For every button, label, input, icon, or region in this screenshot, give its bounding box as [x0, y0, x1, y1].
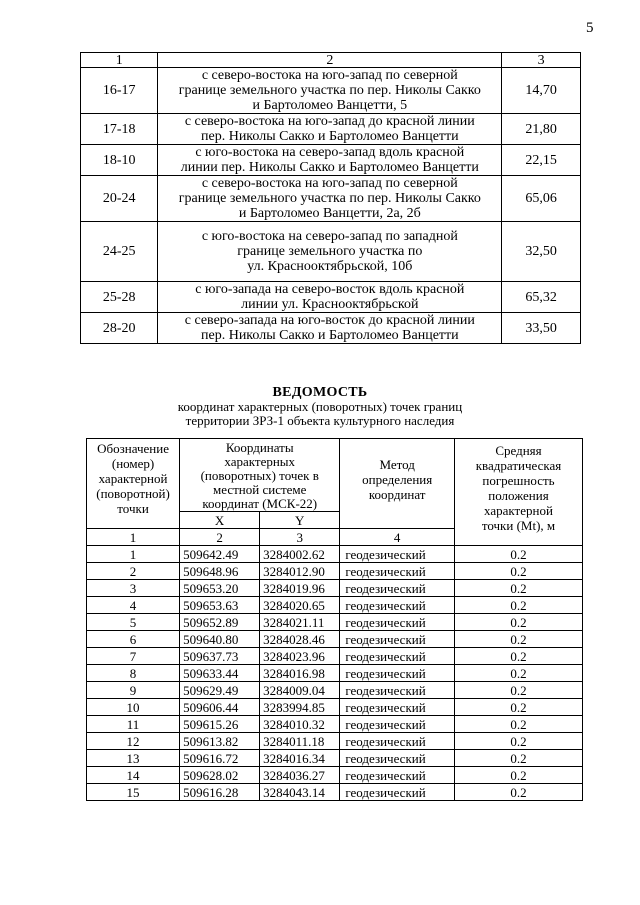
table-row — [87, 784, 583, 801]
method-cell: геодезический — [340, 767, 455, 784]
mean-error-cell: 0.2 — [454, 563, 582, 580]
description-line: с юго-востока на северо-запад вдоль красной — [195, 145, 465, 160]
mean-error-cell: 0.2 — [454, 614, 582, 631]
x-coordinate-cell: 509640.80 — [180, 631, 260, 648]
x-coordinate-cell: 509648.96 — [180, 563, 260, 580]
length-cell: 65,32 — [502, 282, 581, 313]
point-number-cell: 3 — [87, 580, 180, 597]
table-row — [87, 767, 583, 784]
header-text: положения — [488, 488, 549, 503]
header-text: точки — [117, 501, 149, 516]
y-coordinate-cell: 3284011.18 — [260, 733, 340, 750]
statement-subtitle-line-1: координат характерных (поворотных) точек границ — [177, 399, 463, 414]
point-number-cell: 7 — [87, 648, 180, 665]
mean-error-cell: 0.2 — [454, 750, 582, 767]
table-row — [87, 631, 583, 648]
table-row — [81, 176, 581, 222]
header-text: координат (МСК-22) — [202, 496, 318, 511]
column-number-2: 2 — [180, 529, 260, 546]
column-number-3: 3 — [502, 53, 581, 68]
point-number-cell: 8 — [87, 665, 180, 682]
method-cell: геодезический — [340, 682, 455, 699]
y-coordinate-cell: 3284028.46 — [260, 631, 340, 648]
header-coordinates — [180, 439, 340, 512]
header-text: (поворотных) точек в — [200, 468, 319, 483]
point-number-cell: 10 — [87, 699, 180, 716]
mean-error-cell: 0.2 — [454, 767, 582, 784]
table-row — [87, 597, 583, 614]
description-line: с юго-запада на северо-восток вдоль красной — [195, 282, 465, 297]
mean-error-cell: 0.2 — [454, 580, 582, 597]
mean-error-cell: 0.2 — [454, 631, 582, 648]
description-line: линии пер. Николы Сакко и Бартоломео Ванцетти — [180, 160, 479, 175]
table-row — [81, 313, 581, 344]
header-method — [340, 439, 455, 529]
segment-cell: 18-10 — [81, 145, 158, 176]
header-x: X — [180, 512, 260, 529]
description-cell — [158, 282, 502, 313]
description-line: границе земельного участка по пер. Николы Сакко — [178, 191, 481, 206]
description-line: с северо-востока на юго-запад по северной — [201, 176, 458, 191]
description-line: пер. Николы Сакко и Бартоломео Ванцетти — [201, 129, 459, 144]
method-cell: геодезический — [340, 699, 455, 716]
segment-cell: 28-20 — [81, 313, 158, 344]
length-cell: 32,50 — [502, 222, 581, 282]
method-cell: геодезический — [340, 784, 455, 801]
description-cell — [158, 145, 502, 176]
x-coordinate-cell: 509653.20 — [180, 580, 260, 597]
statement-subtitle-line-2: территории ЗРЗ-1 объекта культурного наследия — [185, 413, 455, 428]
column-number-1: 1 — [81, 53, 158, 68]
y-coordinate-cell: 3284019.96 — [260, 580, 340, 597]
table-row — [87, 750, 583, 767]
column-number-4: 4 — [340, 529, 455, 546]
x-coordinate-cell: 509616.72 — [180, 750, 260, 767]
x-coordinate-cell: 509606.44 — [180, 699, 260, 716]
header-text: характерных — [224, 454, 296, 469]
header-text: характерной — [98, 471, 168, 486]
y-coordinate-cell: 3284012.90 — [260, 563, 340, 580]
x-coordinate-cell: 509637.73 — [180, 648, 260, 665]
header-text: точки (Mt), м — [481, 518, 556, 533]
length-cell: 33,50 — [502, 313, 581, 344]
header-text: Метод — [379, 457, 415, 472]
header-text: Координаты — [225, 440, 294, 455]
y-coordinate-cell: 3284016.34 — [260, 750, 340, 767]
mean-error-cell: 0.2 — [454, 699, 582, 716]
point-number-cell: 14 — [87, 767, 180, 784]
table-row — [87, 580, 583, 597]
method-cell: геодезический — [340, 733, 455, 750]
description-cell — [158, 114, 502, 145]
description-line: с северо-востока на юго-запад по северной — [201, 68, 458, 83]
header-point-designation — [87, 439, 180, 529]
point-number-cell: 4 — [87, 597, 180, 614]
y-coordinate-cell: 3284002.62 — [260, 546, 340, 563]
table-row — [87, 546, 583, 563]
header-text: (поворотной) — [96, 486, 170, 501]
table-row — [87, 682, 583, 699]
method-cell: геодезический — [340, 614, 455, 631]
table-row — [81, 68, 581, 114]
method-cell: геодезический — [340, 563, 455, 580]
point-number-cell: 9 — [87, 682, 180, 699]
column-number-3: 3 — [260, 529, 340, 546]
description-line: линии ул. Краснооктябрьской — [241, 297, 419, 312]
table-row — [87, 563, 583, 580]
mean-error-cell: 0.2 — [454, 784, 582, 801]
table-row — [81, 114, 581, 145]
description-line: границе земельного участка по — [237, 244, 423, 259]
table-row — [87, 733, 583, 750]
segment-cell: 17-18 — [81, 114, 158, 145]
table-row — [87, 648, 583, 665]
point-number-cell: 15 — [87, 784, 180, 801]
x-coordinate-cell: 509615.26 — [180, 716, 260, 733]
description-line: с северо-востока на юго-запад до красной линии — [184, 114, 475, 129]
description-line: и Бартоломео Ванцетти, 5 — [252, 98, 408, 113]
description-cell — [158, 176, 502, 222]
description-line: и Бартоломео Ванцетти, 2а, 2б — [238, 206, 421, 221]
description-cell — [158, 222, 502, 282]
x-coordinate-cell: 509653.63 — [180, 597, 260, 614]
table-row — [87, 665, 583, 682]
description-cell — [158, 68, 502, 114]
mean-error-cell: 0.2 — [454, 665, 582, 682]
x-coordinate-cell: 509628.02 — [180, 767, 260, 784]
y-coordinate-cell: 3284010.32 — [260, 716, 340, 733]
method-cell: геодезический — [340, 716, 455, 733]
header-text: квадратическая — [475, 458, 562, 473]
point-number-cell: 12 — [87, 733, 180, 750]
description-line: границе земельного участка по пер. Николы Сакко — [178, 83, 481, 98]
segment-cell: 25-28 — [81, 282, 158, 313]
method-cell: геодезический — [340, 597, 455, 614]
y-coordinate-cell: 3284043.14 — [260, 784, 340, 801]
header-text: погрешность — [482, 473, 555, 488]
x-coordinate-cell: 509652.89 — [180, 614, 260, 631]
column-number-2: 2 — [158, 53, 502, 68]
x-coordinate-cell: 509633.44 — [180, 665, 260, 682]
description-line: с северо-запада на юго-восток до красной линии — [184, 313, 475, 328]
segment-cell: 16-17 — [81, 68, 158, 114]
y-coordinate-cell: 3284021.11 — [260, 614, 340, 631]
mean-error-cell: 0.2 — [454, 648, 582, 665]
length-cell: 65,06 — [502, 176, 581, 222]
y-coordinate-cell: 3284009.04 — [260, 682, 340, 699]
description-line: пер. Николы Сакко и Бартоломео Ванцетти — [201, 328, 459, 343]
y-coordinate-cell: 3284020.65 — [260, 597, 340, 614]
header-text: Обозначение — [97, 441, 169, 456]
length-cell: 22,15 — [502, 145, 581, 176]
point-number-cell: 1 — [87, 546, 180, 563]
statement-title: ВЕДОМОСТЬ — [272, 385, 368, 400]
method-cell: геодезический — [340, 580, 455, 597]
method-cell: геодезический — [340, 631, 455, 648]
y-coordinate-cell: 3284036.27 — [260, 767, 340, 784]
length-cell: 14,70 — [502, 68, 581, 114]
mean-error-cell: 0.2 — [454, 682, 582, 699]
x-coordinate-cell: 509616.28 — [180, 784, 260, 801]
header-text: координат — [368, 487, 426, 502]
page-number: 5 — [586, 20, 594, 36]
mean-error-cell: 0.2 — [454, 597, 582, 614]
y-coordinate-cell: 3283994.85 — [260, 699, 340, 716]
table-row — [81, 222, 581, 282]
length-cell: 21,80 — [502, 114, 581, 145]
point-number-cell: 2 — [87, 563, 180, 580]
table-row — [81, 282, 581, 313]
coords-header-row-1 — [87, 439, 583, 512]
header-text: определения — [362, 472, 433, 487]
x-coordinate-cell: 509613.82 — [180, 733, 260, 750]
header-text: местной системе — [213, 482, 307, 497]
table-row — [81, 145, 581, 176]
point-number-cell: 6 — [87, 631, 180, 648]
method-cell: геодезический — [340, 648, 455, 665]
table-row — [87, 699, 583, 716]
boundary-description-table — [80, 52, 581, 344]
table-row — [87, 716, 583, 733]
y-coordinate-cell: 3284016.98 — [260, 665, 340, 682]
point-number-cell: 13 — [87, 750, 180, 767]
coordinates-table — [86, 438, 583, 801]
header-text: Средняя — [495, 443, 542, 458]
point-number-cell: 5 — [87, 614, 180, 631]
mean-error-cell: 0.2 — [454, 546, 582, 563]
description-line: с юго-востока на северо-запад по западной — [201, 229, 458, 244]
method-cell: геодезический — [340, 665, 455, 682]
column-number-1: 1 — [87, 529, 180, 546]
x-coordinate-cell: 509629.49 — [180, 682, 260, 699]
mean-error-cell: 0.2 — [454, 733, 582, 750]
table-row — [87, 614, 583, 631]
method-cell: геодезический — [340, 546, 455, 563]
method-cell: геодезический — [340, 750, 455, 767]
x-coordinate-cell: 509642.49 — [180, 546, 260, 563]
point-number-cell: 11 — [87, 716, 180, 733]
description-cell — [158, 313, 502, 344]
description-line: ул. Краснооктябрьской, 10б — [247, 259, 413, 274]
mean-error-cell: 0.2 — [454, 716, 582, 733]
table-header-row — [81, 53, 581, 68]
header-y: Y — [260, 512, 340, 529]
header-text: (номер) — [111, 456, 155, 471]
header-mean-error — [454, 439, 582, 546]
header-text: характерной — [484, 503, 553, 518]
segment-cell: 24-25 — [81, 222, 158, 282]
segment-cell: 20-24 — [81, 176, 158, 222]
y-coordinate-cell: 3284023.96 — [260, 648, 340, 665]
